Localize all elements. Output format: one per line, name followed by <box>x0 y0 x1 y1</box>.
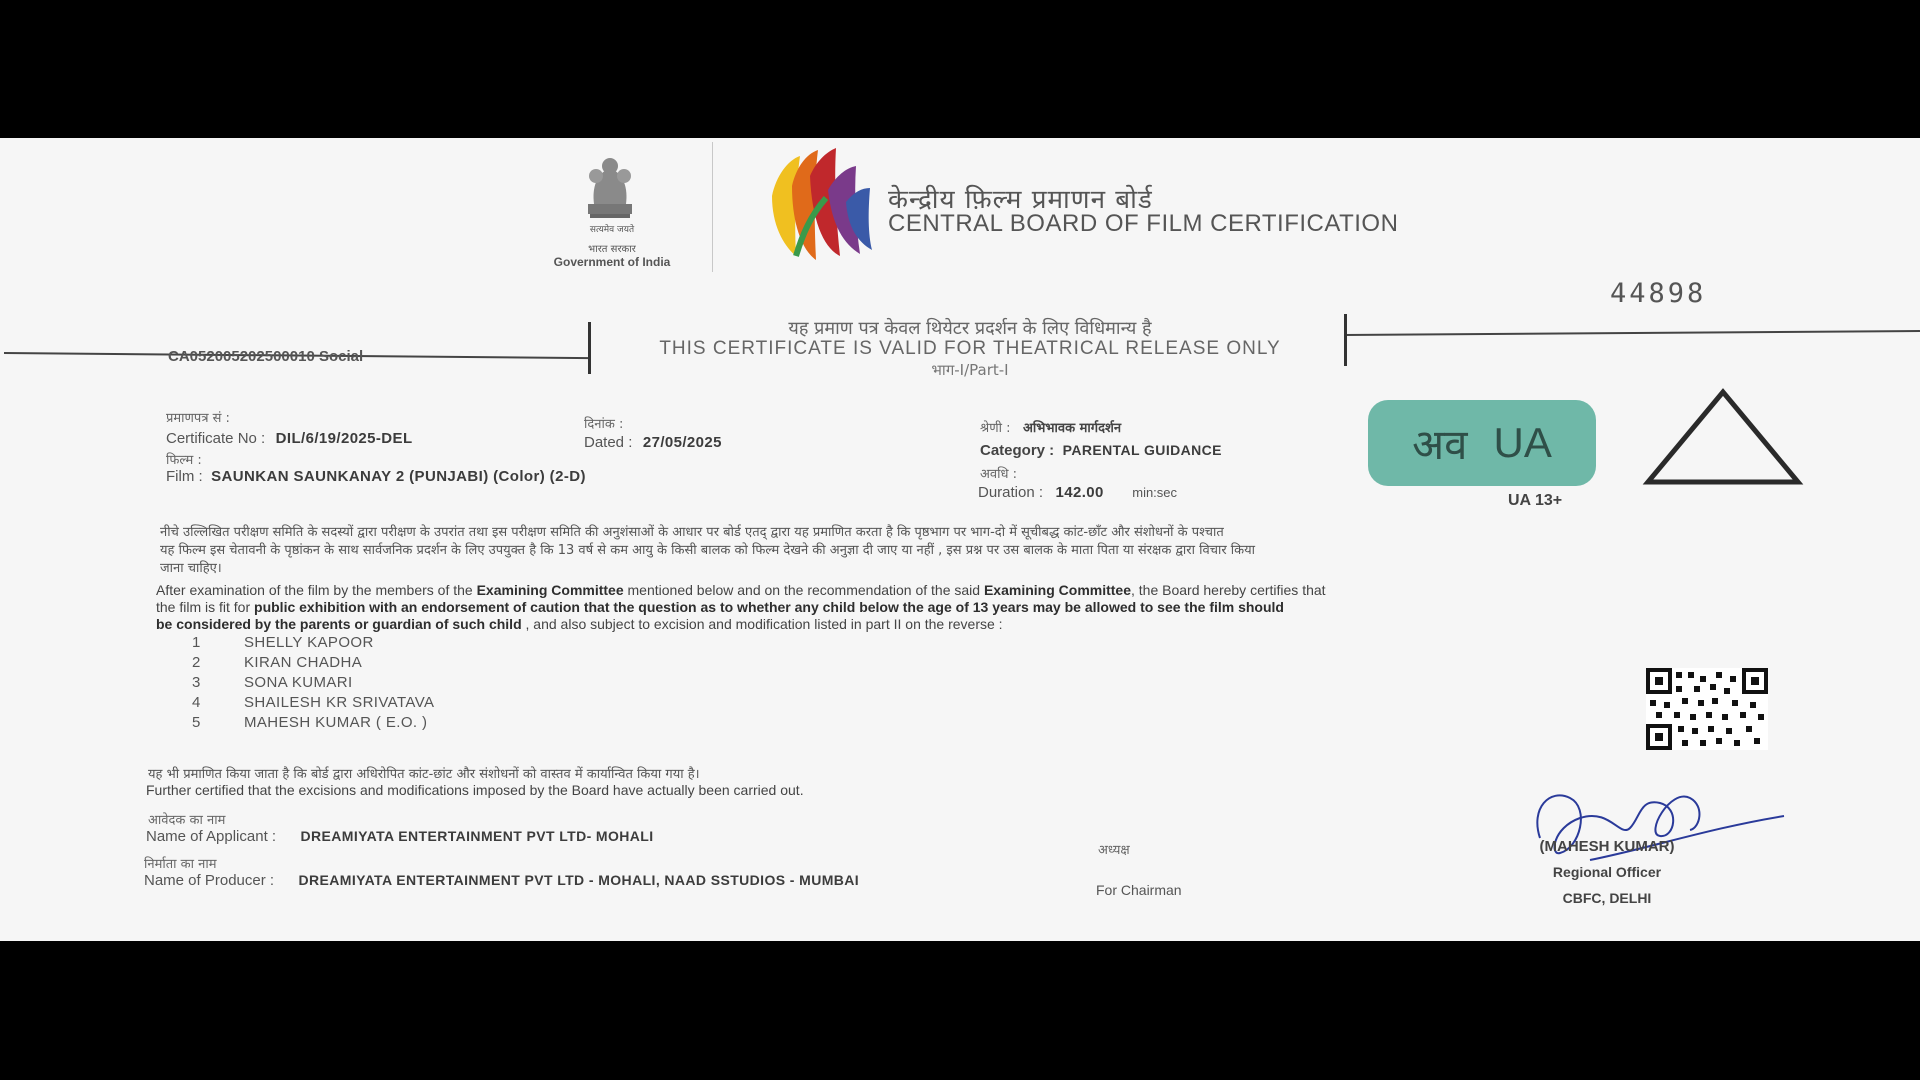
category-label: Category : <box>980 442 1055 459</box>
rule-right <box>1344 330 1920 336</box>
list-item <box>192 674 434 694</box>
emblem-caption <box>548 222 676 269</box>
applicant-label: Name of Applicant : <box>146 828 277 845</box>
date-value: 27/05/2025 <box>642 434 722 451</box>
validity-notice-hindi: यह प्रमाण पत्र केवल थियेटर प्रदर्शन के लिए विधिमान्य है <box>788 318 1152 339</box>
emblem-org-english: Government of India <box>553 255 671 269</box>
triangle-symbol-icon <box>1642 388 1804 486</box>
member-name: SONA KUMARI <box>244 674 353 691</box>
applicant-row <box>146 828 654 846</box>
board-name-hindi: केन्द्रीय फ़िल्म प्रमाणन बोर्ड <box>888 185 1153 215</box>
film-title: SAUNKAN SAUNKANAY 2 (PUNJABI) (Color) (2-D) <box>211 468 586 485</box>
date-label-hindi: दिनांक : <box>584 417 624 432</box>
certificate-document <box>0 138 1920 941</box>
duration-row <box>978 484 1177 502</box>
further-certified-hindi: यह भी प्रमाणित किया जाता है कि बोर्ड द्वारा अधिरोपित कांट-छांट और संशोधनों को वास्तव में कार्यान्वित किया गया है। <box>148 767 700 782</box>
certificate-no-value: DIL/6/19/2025-DEL <box>275 430 413 447</box>
film-label-hindi: फिल्म : <box>166 453 202 468</box>
part-label: भाग-I/Part-I <box>931 361 1009 379</box>
text-part: the film is fit for <box>156 599 255 615</box>
duration-unit: min:sec <box>1132 485 1178 500</box>
signatory-name: (MAHESH KUMAR) <box>1539 838 1675 855</box>
text-part-bold: Examining Committee <box>476 582 624 598</box>
member-name: SHELLY KAPOOR <box>244 634 374 651</box>
member-number: 2 <box>192 654 201 671</box>
signatory-office: CBFC, DELHI <box>1562 890 1652 906</box>
certification-text-hindi-1: नीचे उल्लिखित परीक्षण समिति के सदस्यों द्वारा परीक्षण के उपरांत तथा इस परीक्षण समिति की अनुशंसाओं के आधार पर बोर्ड एतद् द्वारा यह प्रमाणित करता है कि पृष्ठभाग पर भाग-दो में सूचीबद्ध कांट-छाँट और संशोधनों के पश्चात <box>160 525 1224 540</box>
text-part-bold: Examining Committee <box>983 582 1131 598</box>
certification-text-english-3 <box>156 616 1003 632</box>
certificate-serial-number: 44898 <box>1610 278 1707 309</box>
text-part: mentioned below and on the recommendation of the said <box>623 582 984 598</box>
rating-subtitle: UA 13+ <box>1508 492 1563 509</box>
certificate-no-label: Certificate No : <box>166 430 266 447</box>
further-certified-english: Further certified that the excisions and modifications imposed by the Board have actually been carried out. <box>146 782 804 798</box>
member-number: 3 <box>192 674 201 691</box>
qr-code-icon <box>1646 668 1768 750</box>
member-name: KIRAN CHADHA <box>244 654 363 671</box>
category-value-hindi: अभिभावक मार्गदर्शन <box>1022 421 1122 436</box>
duration-label: Duration : <box>978 484 1044 501</box>
list-item <box>192 654 434 674</box>
member-number: 1 <box>192 634 201 651</box>
member-number: 5 <box>192 714 201 731</box>
rating-hindi: अव <box>1412 419 1468 469</box>
category-label-hindi: श्रेणी : <box>980 421 1011 436</box>
text-part: , the Board hereby certifies that <box>1131 582 1326 598</box>
duration-value: 142.00 <box>1055 484 1104 501</box>
category-value: PARENTAL GUIDANCE <box>1062 442 1222 458</box>
validity-bar-left <box>588 322 591 374</box>
certification-text-english-2 <box>156 599 1284 615</box>
emblem-org-hindi: भारत सरकार <box>588 244 636 255</box>
rating-english: UA <box>1493 419 1552 466</box>
applicant-label-hindi: आवेदक का नाम <box>148 813 226 828</box>
certification-text-hindi-2: यह फिल्म इस चेतावनी के पृष्ठांकन के साथ सार्वजनिक प्रदर्शन के लिए उपयुक्त है कि 13 वर्ष से कम आयु के किसी बालक को फिल्म देखने की अनुज्ञा दी जाए या नहीं , इस प्रश्न पर उस बालक के माता पिता या संरक्षक द्वारा विचार किया <box>160 543 1256 558</box>
producer-value: DREAMIYATA ENTERTAINMENT PVT LTD - MOHALI, NAAD SSTUDIOS - MUMBAI <box>298 872 860 888</box>
validity-notice-english: THIS CERTIFICATE IS VALID FOR THEATRICAL RELEASE ONLY <box>659 338 1281 359</box>
committee-member-list <box>192 634 434 734</box>
film-row <box>166 468 586 486</box>
producer-label-hindi: निर्माता का नाम <box>144 857 217 872</box>
date-row <box>584 434 722 452</box>
signatory-title: Regional Officer <box>1552 864 1662 880</box>
member-name: MAHESH KUMAR ( E.O. ) <box>244 714 428 731</box>
member-number: 4 <box>192 694 201 711</box>
text-part-bold: be considered by the parents or guardian of such child <box>156 616 522 632</box>
duration-label-hindi: अवधि : <box>980 467 1018 482</box>
certification-text-english-1 <box>156 582 1326 598</box>
board-name-english: CENTRAL BOARD OF FILM CERTIFICATION <box>888 210 1399 237</box>
list-item <box>192 714 434 734</box>
film-label: Film : <box>166 468 203 485</box>
rating-badge <box>1368 400 1596 486</box>
certification-text-hindi-3: जाना चाहिए। <box>160 561 222 576</box>
member-name: SHAILESH KR SRIVATAVA <box>244 694 435 711</box>
text-part-bold: public exhibition with an endorsement of caution that the question as to whether any child below the age of 13 years may be allowed to see the film should <box>254 599 1284 615</box>
producer-label: Name of Producer : <box>144 872 275 889</box>
list-item <box>192 694 434 714</box>
certificate-no-row <box>166 430 413 448</box>
cbfc-logo-icon <box>766 146 876 264</box>
chairman-label: For Chairman <box>1096 882 1182 898</box>
list-item <box>192 634 434 654</box>
applicant-value: DREAMIYATA ENTERTAINMENT PVT LTD- MOHALI <box>300 828 654 844</box>
text-part: After examination of the film by the members of the <box>156 582 477 598</box>
application-number: CA052005202500010 Social <box>168 348 364 365</box>
header-divider <box>712 142 713 272</box>
certificate-no-label-hindi: प्रमाणपत्र सं : <box>166 411 230 426</box>
category-hindi-row <box>980 418 1121 437</box>
emblem-motto: सत्यमेव जयते <box>589 225 635 235</box>
producer-row <box>144 872 859 890</box>
validity-bar-right <box>1344 314 1347 366</box>
date-label: Dated : <box>584 434 633 451</box>
text-part: , and also subject to excision and modification listed in part II on the reverse : <box>521 616 1003 632</box>
category-row <box>980 442 1222 460</box>
chairman-label-hindi: अध्यक्ष <box>1098 843 1130 858</box>
